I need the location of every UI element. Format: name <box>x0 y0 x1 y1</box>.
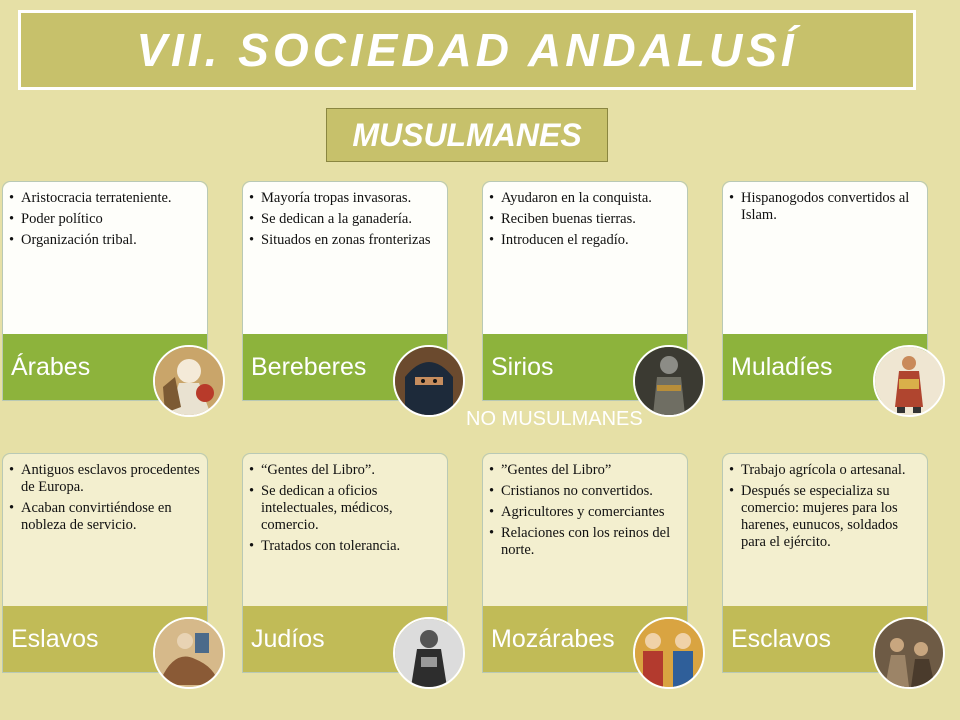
bullet-item: • Mayoría tropas invasoras. <box>261 190 441 207</box>
card-footer <box>243 606 447 672</box>
card-body <box>723 454 927 606</box>
bullet-item: • Agricultores y comerciantes <box>501 504 681 521</box>
bullet-item: • Acaban convirtiéndose en nobleza de servicio. <box>21 500 201 534</box>
bullet-item: • Reciben buenas tierras. <box>501 211 681 228</box>
card-footer <box>3 606 207 672</box>
card-body <box>243 454 447 606</box>
bullet-item: • Hispanogodos convertidos al Islam. <box>741 190 921 224</box>
bullet-list <box>9 190 201 249</box>
bullet-list <box>489 462 681 559</box>
group-card-muladies <box>722 181 928 401</box>
group-card-mozarabes <box>482 453 688 673</box>
group-name-label: Esclavos <box>731 624 832 653</box>
bullet-item: • Poder político <box>21 211 201 228</box>
card-footer <box>723 606 927 672</box>
group-name-label: Sirios <box>491 352 554 381</box>
card-footer <box>243 334 447 400</box>
bullet-item: • Se dedican a la ganadería. <box>261 211 441 228</box>
esclavos-portrait-icon <box>873 617 945 689</box>
bereberes-portrait-icon <box>393 345 465 417</box>
group-name-label: Judíos <box>251 624 325 653</box>
subtitle-banner <box>326 108 608 162</box>
bullet-item: • Trabajo agrícola o artesanal. <box>741 462 921 479</box>
bullet-list <box>9 462 201 534</box>
section-title-no-musulmanes: NO MUSULMANES <box>466 408 643 430</box>
card-footer <box>723 334 927 400</box>
group-name-label: Mozárabes <box>491 624 615 653</box>
muladies-portrait-icon <box>873 345 945 417</box>
group-card-esclavos <box>722 453 928 673</box>
eslavos-portrait-icon <box>153 617 225 689</box>
title-banner <box>18 10 916 90</box>
bullet-item: • Situados en zonas fronterizas <box>261 232 441 249</box>
card-footer <box>483 334 687 400</box>
card-body <box>723 182 927 334</box>
group-name-label: Bereberes <box>251 352 367 381</box>
mozarabes-portrait-icon <box>633 617 705 689</box>
bullet-item: • Antiguos esclavos procedentes de Europa. <box>21 462 201 496</box>
bullet-item: • Cristianos no convertidos. <box>501 483 681 500</box>
card-body <box>483 454 687 606</box>
section-title-musulmanes: MUSULMANES <box>352 116 582 153</box>
bullet-item: • Después se especializa su comercio: mujeres para los harenes, eunucos, soldados para el ejército. <box>741 483 921 551</box>
card-footer <box>483 606 687 672</box>
card-footer <box>3 334 207 400</box>
bullet-list <box>729 190 921 224</box>
card-body <box>483 182 687 334</box>
bullet-item: • Organización tribal. <box>21 232 201 249</box>
bullet-list <box>249 462 441 555</box>
bullet-item: • Relaciones con los reinos del norte. <box>501 525 681 559</box>
bullet-item: • Aristocracia terrateniente. <box>21 190 201 207</box>
bullet-list <box>249 190 441 249</box>
page-title: VII. SOCIEDAD ANDALUSÍ <box>136 24 798 76</box>
bullet-list <box>729 462 921 551</box>
bullet-item: • Tratados con tolerancia. <box>261 538 441 555</box>
group-name-label: Muladíes <box>731 352 833 381</box>
bullet-list <box>489 190 681 249</box>
bullet-item: • Ayudaron en la conquista. <box>501 190 681 207</box>
card-body <box>3 454 207 606</box>
bullet-item: • Se dedican a oficios intelectuales, médicos, comercio. <box>261 483 441 534</box>
card-body <box>243 182 447 334</box>
group-card-judios <box>242 453 448 673</box>
group-card-eslavos <box>2 453 208 673</box>
sirios-portrait-icon <box>633 345 705 417</box>
group-card-bereberes <box>242 181 448 401</box>
bullet-item: • ”Gentes del Libro” <box>501 462 681 479</box>
arabes-portrait-icon <box>153 345 225 417</box>
group-name-label: Eslavos <box>11 624 99 653</box>
bullet-item: • “Gentes del Libro”. <box>261 462 441 479</box>
bullet-item: • Introducen el regadío. <box>501 232 681 249</box>
group-card-arabes <box>2 181 208 401</box>
judios-portrait-icon <box>393 617 465 689</box>
card-body <box>3 182 207 334</box>
group-name-label: Árabes <box>11 352 91 381</box>
group-card-sirios <box>482 181 688 401</box>
